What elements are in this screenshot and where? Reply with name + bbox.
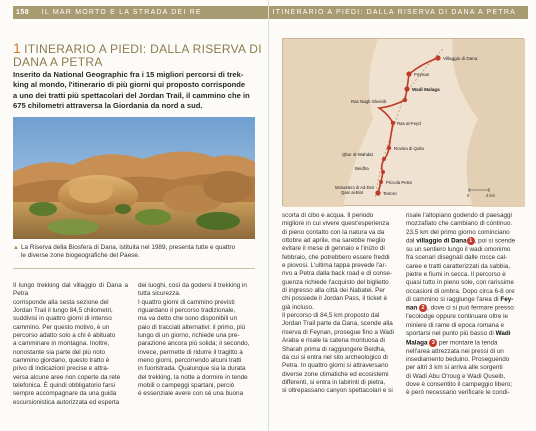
right-page (268, 0, 536, 431)
body-line: da cui si entra nel sito archeologico di (282, 353, 388, 361)
place-feynan-part1: Fey- (500, 296, 514, 304)
body-column-3 (282, 212, 395, 396)
body-line: migliore in cui vivere quest'esperienza (282, 220, 389, 228)
body-line: a camminare in montagna. Inoltre, (13, 340, 110, 348)
body-line: su un sentiero lungo il wadi omonimo (406, 246, 511, 254)
body-line: ma va detto che sono disponibili un (138, 315, 238, 323)
body-line: mozzafiato che cambiano di continuo. (406, 220, 513, 228)
body-line: meno giorni, percorrendo alcuni tratti (138, 357, 242, 365)
body-line: in fuoristrada. Qualunque sia la durata (138, 365, 246, 373)
body-line: telefonica. È quindi obbligatorio farsi (13, 382, 115, 390)
intro-line: a uno dei tratti più spettacolari del Jordan Trail, il cammino che in (13, 90, 250, 100)
body-line: versa alcune aree non coperte da rete (13, 373, 121, 381)
text-run: , poi si scende (474, 237, 516, 245)
body-line: dei luoghi, così da godersi il trekking in (138, 282, 247, 289)
map-label-beidha: Beidha (355, 166, 369, 171)
section-title-line-2: DANA A PETRA (13, 55, 103, 69)
body-line: Sharah prima di raggiungere Beidha, (282, 345, 386, 353)
dana-biosphere-photo (13, 117, 255, 239)
body-line: già incluso. (282, 303, 314, 311)
body-line: sempre accompagnare da una guida (13, 390, 117, 398)
body-line: privo di indicazioni precise e attra- (13, 365, 109, 373)
page-number-left: 158 (16, 9, 30, 16)
body-line: differenti, si entra in labirinti di pietra, (282, 378, 386, 386)
body-line: 23,5 km del primo giorno cominciano (406, 228, 510, 236)
body-line: febbraio, che potrebbero essere freddi (282, 253, 390, 261)
scale-label-km: 3 km (486, 193, 496, 198)
intro-line: king al mondo, l'itinerario di più giorni qui proposto corrisponde (13, 80, 246, 90)
map-label-malaga: Wadi Malaga (412, 87, 440, 92)
body-column-2 (138, 282, 256, 399)
body-line: è però necessario verificare le condi- (406, 389, 510, 397)
landscape-illustration (13, 117, 255, 239)
intro-paragraph (13, 70, 263, 111)
route-map (282, 38, 524, 206)
body-line (406, 330, 526, 338)
body-line: riserva di Feynan, prosegue fino a Wadi (282, 328, 394, 336)
body-line: nonostante sia parte del più noto (13, 348, 106, 356)
body-line: del trekking, la notte a dormire in tende (138, 373, 248, 381)
body-line: Il percorso di 84,5 km proposto dal (282, 312, 380, 320)
map-label-qbur: Qbur al-Wahdat (342, 152, 373, 157)
map-label-qasr-al-bint: Qasr al-Bint (341, 190, 364, 195)
body-line: caree e tratti caratterizzati da sabbia, (406, 262, 511, 270)
stop-dana (435, 55, 477, 61)
body-line: parazione ancora più solida; il secondo, (138, 340, 250, 348)
route-marker-1-icon: 1 (467, 237, 475, 245)
map-label-monastero: Monastero di Ad-Deir (335, 185, 375, 190)
body-line: diverse zone climatiche ed ecosistemi (282, 370, 389, 378)
route-marker-2-icon: 2 (419, 304, 427, 312)
body-line: miniere di rame di epoca romana e (406, 321, 505, 329)
text-run: per montare la tenda (437, 339, 498, 347)
place-dana: villaggio di Dana (416, 237, 467, 245)
section-title-line-1 (13, 42, 263, 56)
body-line: quasi tutto in pieno sole, con rarissime (406, 279, 514, 287)
body-line: Il lungo trekking dal villaggio di Dana a Petra (13, 282, 128, 298)
body-line: ottobre ad aprile, ma sarebbe meglio (282, 237, 386, 245)
running-header-right (269, 6, 528, 29)
body-line (406, 339, 526, 348)
divider (13, 268, 255, 269)
body-line: dove è consentito il campeggio libero; (406, 380, 513, 388)
body-line: evitare il mese di gennaio e l'inizio di (282, 245, 385, 253)
intro-line: Inserito da National Geographic fra i 15 migliori percorsi di trek- (13, 70, 244, 79)
body-line: rivo a Petra dalla back road e di conse- (282, 270, 393, 278)
caption-line: La Riserva della Biosfera di Dana, istituita nel 1989, presenta tutte e quattro (20, 244, 236, 251)
map-label-tesoro: Tesoro (383, 191, 397, 196)
body-line: invece, permette di ridurre il tragitto a (138, 348, 243, 356)
stop-beidha (355, 166, 385, 174)
body-line: fra scenari disegnati dalle rocce cal- (406, 254, 508, 262)
stop-feynan (406, 71, 429, 77)
running-head-left: IL MAR MORTO E LA STRADA DEI RE (41, 9, 202, 16)
section-title (13, 42, 263, 69)
body-line: occasioni di ombra. Dopo circa 6-8 ore (406, 287, 515, 295)
route-map-drawing (283, 39, 525, 207)
photo-caption (13, 244, 255, 261)
body-line: mobili o campeggi spartani, perciò (138, 382, 235, 390)
body-line: riguardano il percorso tradizionale, (138, 307, 236, 315)
section-number: 1 (13, 40, 22, 56)
body-line: guenza richiede l'acquisto del biglietto (282, 278, 389, 286)
place-feynan-part2: nan (406, 305, 418, 313)
map-label-ras-feyd: Ras al-Feyd (397, 121, 421, 126)
body-line: è essenziale avere con sé una buona (138, 390, 244, 398)
body-line (406, 296, 526, 304)
body-line: risale l'altopiano godendo di paesaggi (406, 212, 512, 219)
body-line: corrisponde alla sesta sezione del (13, 298, 109, 306)
body-line: e piovosi. L'ultima tappa prevede l'ar- (282, 262, 387, 270)
text-run: dal (406, 237, 417, 245)
body-line: chi possiede il Jordan Pass, il ticket è (282, 295, 388, 303)
body-line: percorso adatto solo a chi è abituato (13, 332, 116, 340)
body-column-4 (406, 212, 526, 398)
body-line: nell'area attrezzata nei pressi di un (406, 347, 504, 355)
body-line: suddivisi in quattro giorni di intenso (13, 315, 112, 323)
body-line: Petra. In quattro giorni si attraversano (282, 362, 389, 370)
body-line: I quattro giorni di cammino previsti (138, 298, 235, 306)
stop-monastero (335, 185, 375, 195)
running-header-left (13, 6, 268, 19)
running-head-right: ITINERARIO A PIEDI: DALLA RISERVA DI DANA A PETRA (272, 9, 516, 16)
stop-tesoro (375, 190, 397, 196)
place-wadi: Wadi (495, 330, 511, 338)
intro-line: 675 chilometri attraversa la Giordania da nord a sud. (13, 100, 203, 110)
body-line: Jordan Trail il lungo 84,5 chilometri, (13, 307, 113, 315)
body-line: paio di tracciati alternativi: il primo, più (138, 323, 246, 331)
body-line: scorta di cibo e acqua. Il periodo (282, 212, 374, 219)
body-line: cammino. Per questo motivo, è un (13, 323, 110, 331)
caption-triangle-icon: ▲ (13, 245, 19, 251)
body-line: pietre e fiumi in secca. Il percorso è (406, 271, 506, 279)
body-line: Araba e risale la catena montuosa di (282, 337, 385, 345)
route-marker-3-icon: 3 (429, 339, 437, 347)
map-label-ras-nagb: Ras Nagb Sheinib (351, 99, 387, 104)
body-line: Jordan Trail parte da Dana, scende alla (282, 320, 393, 328)
text-run: di cammino si raggiunge l'area di (406, 296, 501, 304)
body-column-1 (13, 282, 128, 407)
stop-rovina (387, 146, 425, 151)
map-label-rovina: Rovina di Quila (394, 146, 424, 151)
body-line (406, 237, 526, 246)
body-line: insediamento beduino. Proseguendo (406, 355, 510, 363)
body-line: per altri 3 km si arriva alle sorgenti (406, 364, 503, 372)
body-line: escursionistica autorizzata ed esperta (13, 398, 120, 406)
text-run: sportarsi nel punto più basso di (406, 330, 496, 338)
map-label-feynan: Feynan (414, 72, 430, 77)
body-line (406, 304, 526, 313)
body-line: si oltrepassano canyon spettacolari e si (282, 387, 393, 395)
place-malaga: Malaga (406, 339, 428, 347)
section-title-text-1: ITINERARIO A PIEDI: DALLA RISERVA DI (24, 42, 262, 56)
body-line: di ingresso alla città dei Nabatei. Per (282, 287, 385, 295)
scale-label-zero: 0 (467, 193, 470, 198)
stop-piccola-petra (379, 180, 412, 185)
body-line: lungo di un giorno, richiede una pre- (138, 332, 240, 340)
body-line: di Wadi Abu O'roug e Wadi Quseib, (406, 372, 506, 380)
body-line: cammino giordano, questo tratto è (13, 357, 110, 365)
caption-line: le diverse zone biogeografiche del Paese. (21, 252, 140, 260)
map-label-dana: Villaggio di Dana (443, 56, 478, 61)
page-number-right: 159 (511, 22, 525, 29)
map-label-piccola-petra: Piccola Petra (386, 180, 412, 185)
text-run: , dove ci si può fermare presso (427, 305, 514, 313)
body-line: di pieno contatto con la natura va da (282, 228, 385, 236)
stop-malaga (404, 86, 440, 92)
body-line: tutta sicurezza. (138, 290, 181, 298)
body-line: l'ecolodge oppure continuare oltre le (406, 313, 509, 321)
